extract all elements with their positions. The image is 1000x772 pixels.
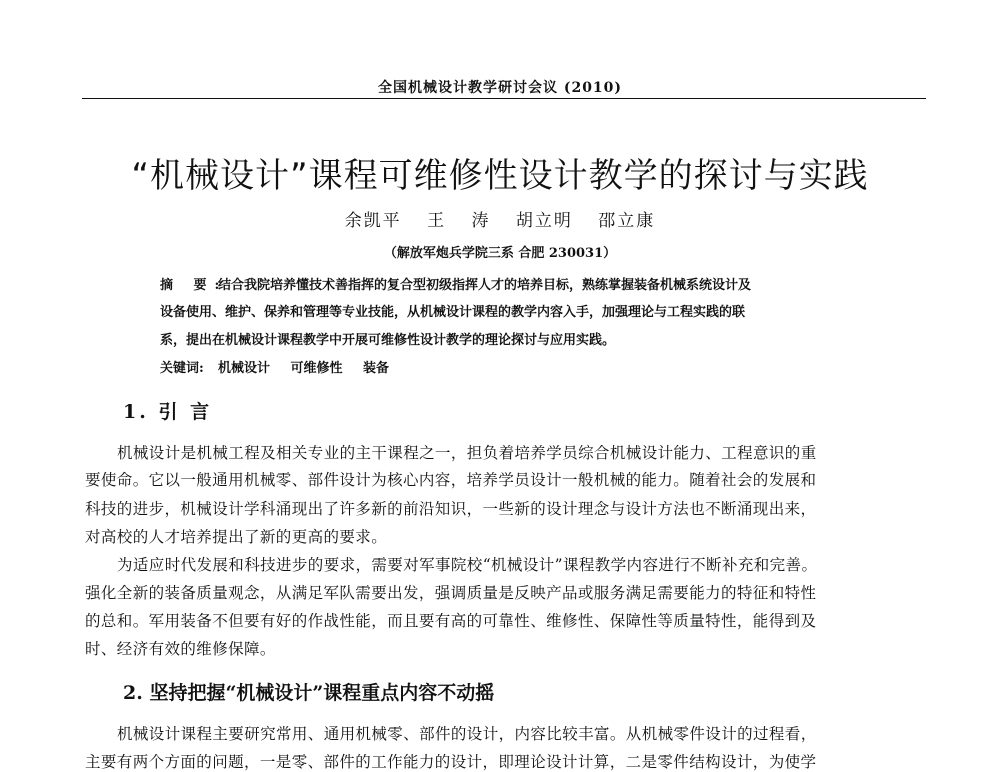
body-line: 的总和。军用装备不但要有好的作战性能，而且要有高的可靠性、维修性、保障性等质量特性，能得到及	[85, 612, 817, 630]
section-heading-introduction: 1. 引 言	[123, 401, 213, 423]
body-line: 科技的进步，机械设计学科涌现出了许多新的前沿知识，一些新的设计理念与设计方法也不断涌现出来，	[85, 500, 817, 518]
abstract-line: 系，提出在机械设计课程教学中开展可维修性设计教学的理论探讨与应用实践。	[160, 333, 616, 348]
keywords-label: 关键词:	[160, 361, 204, 376]
body-line: 要使命。它以一般通用机械零、部件设计为核心内容，培养学员设计一般机械的能力。随着社会的发展和	[85, 471, 817, 489]
header-rule	[82, 98, 926, 99]
body-line: 主要有两个方面的问题，一是零、部件的工作能力的设计，即理论设计计算，二是零件结构设计，为使学	[85, 753, 817, 771]
body-line: 机械设计课程主要研究常用、通用机械零、部件的设计，内容比较丰富。从机械零件设计的过程看，	[117, 725, 817, 743]
paper-title: “机械设计”课程可维修性设计教学的探讨与实践	[131, 156, 869, 196]
abstract-line: 结合我院培养懂技术善指挥的复合型初级指挥人才的培养目标，熟练掌握装备机械系统设计及	[218, 278, 752, 293]
keywords-list: 机械设计 可维修性 装备	[218, 361, 390, 376]
body-line: 对高校的人才培养提出了新的更高的要求。	[85, 528, 388, 546]
affiliation: （解放军炮兵学院三系 合肥 230031）	[383, 246, 617, 261]
authors: 余凯平 王 涛 胡立明 邵立康	[344, 211, 656, 231]
body-line: 为适应时代发展和科技进步的要求，需要对军事院校“机械设计”课程教学内容进行不断补充和完善。	[117, 556, 818, 574]
body-line: 机械设计是机械工程及相关专业的主干课程之一，担负着培养学员综合机械设计能力、工程意识的重	[117, 444, 817, 462]
body-line: 时、经济有效的维修保障。	[85, 640, 276, 658]
abstract-line: 设备使用、维护、保养和管理等专业技能，从机械设计课程的教学内容入手，加强理论与工程实践的联	[160, 305, 746, 320]
running-head: 全国机械设计教学研讨会议 (2010)	[377, 80, 623, 96]
body-line: 强化全新的装备质量观念，从满足军队需要出发，强调质量是反映产品或服务满足需要能力的特征和特性	[85, 584, 817, 602]
abstract-label: 摘 要:	[160, 278, 228, 293]
section-heading-course-content: 2. 坚持把握“机械设计”课程重点内容不动摇	[123, 682, 495, 704]
